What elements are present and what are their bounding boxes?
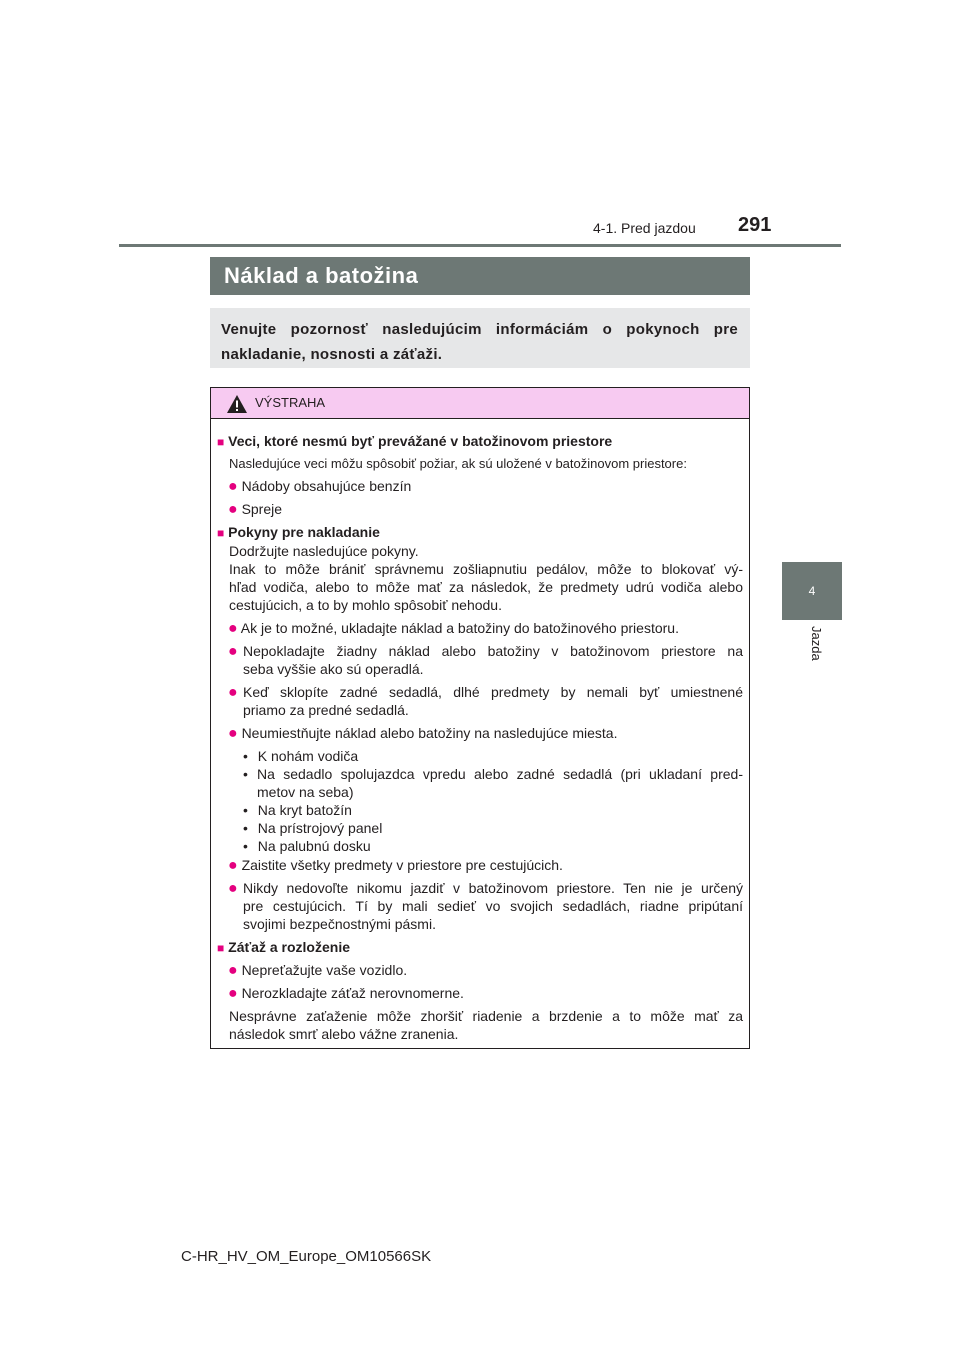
paragraph-line: Nesprávne zaťaženie môže zhoršiť riadenie a brzdenie a to môže mať za xyxy=(229,1008,743,1024)
list-item: ● Zaistite všetky predmety v priestore pre cestujúcich. xyxy=(228,857,563,874)
sub-bullet-icon: • xyxy=(243,838,248,854)
bullet-icon: ● xyxy=(228,643,238,660)
bullet-icon: ● xyxy=(228,478,238,495)
list-item: ● Nepreťažujte vaše vozidlo. xyxy=(228,962,408,979)
bullet-icon: ● xyxy=(228,880,238,897)
section-title-bar xyxy=(210,257,750,295)
sub-list-item: • Na kryt batožín xyxy=(243,802,352,818)
warning-header xyxy=(211,388,749,419)
list-item xyxy=(228,683,238,702)
square-bullet-icon: ■ xyxy=(217,435,225,449)
page-number: 291 xyxy=(738,214,772,236)
list-item-line: seba vyššie ako sú operadlá. xyxy=(243,661,424,677)
warning-label: VÝSTRAHA xyxy=(255,395,326,410)
chapter-tab: 4 xyxy=(782,562,842,620)
header-divider xyxy=(119,244,841,247)
chapter-tab-label: Jazda xyxy=(809,626,824,661)
list-item-line: Nepokladajte žiadny náklad alebo batožiny v batožinovom priestore na xyxy=(243,643,743,659)
paragraph-line: Inak to môže brániť správnemu zošliapnutiu pedálov, môže to blokovať vý- xyxy=(229,561,743,577)
bullet-icon: ● xyxy=(228,725,238,742)
list-item xyxy=(217,432,612,451)
warning-triangle-icon xyxy=(226,394,248,414)
list-item: ● Spreje xyxy=(228,501,283,518)
paragraph: Nasledujúce veci môžu spôsobiť požiar, ak sú uložené v batožinovom priestore: xyxy=(229,456,687,471)
subsection-heading: Veci, ktoré nesmú byť prevážané v batožinovom priestore xyxy=(228,433,613,449)
square-bullet-icon: ■ xyxy=(217,526,225,540)
sub-list-item-line: Na sedadlo spolujazdca vpredu alebo zadné sedadlá (pri ukladaní pred- xyxy=(257,766,743,782)
sub-bullet-icon: • xyxy=(243,748,248,764)
list-item: ● Neumiestňujte náklad alebo batožiny na nasledujúce miesta. xyxy=(228,725,618,742)
list-item-line: svojimi bezpečnostnými pásmi. xyxy=(243,916,436,932)
sub-list-item: • Na palubnú dosku xyxy=(243,838,371,854)
sub-list-item: • K nohám vodiča xyxy=(243,748,359,764)
sub-list-item-line: metov na seba) xyxy=(257,784,354,800)
subsection-heading: Pokyny pre nakladanie xyxy=(228,524,380,540)
bullet-icon: ● xyxy=(228,857,238,874)
paragraph-line: hľad vodiča, alebo to môže mať za následok, že predmety udrú vodiča alebo xyxy=(229,579,743,595)
sub-list-item: • Na prístrojový panel xyxy=(243,820,383,836)
sub-bullet-icon: • xyxy=(243,820,248,836)
list-item: ● Ak je to možné, ukladajte náklad a batožiny do batožinového priestoru. xyxy=(228,620,679,637)
paragraph-line: následok smrť alebo vážne zranenia. xyxy=(229,1026,459,1042)
list-item: ● Nádoby obsahujúce benzín xyxy=(228,478,412,495)
warning-box xyxy=(210,387,750,1049)
bullet-icon: ● xyxy=(228,962,238,979)
subsection-heading: Záťaž a rozloženie xyxy=(228,939,350,955)
list-item: ● Nerozkladajte záťaž nerovnomerne. xyxy=(228,985,464,1002)
footer-document-id: C-HR_HV_OM_Europe_OM10566SK xyxy=(181,1248,432,1265)
square-bullet-icon: ■ xyxy=(217,941,225,955)
list-item xyxy=(228,879,238,898)
intro-box: Venujte pozornosť nasledujúcim informáciám o pokynoch pre nakladanie, nosnosti a záťaži. xyxy=(210,308,750,368)
list-item xyxy=(217,938,350,957)
section-title: Náklad a batožina xyxy=(224,263,419,288)
header-section-title: 4-1. Pred jazdou xyxy=(593,220,696,236)
sub-bullet-icon: • xyxy=(243,802,248,818)
list-item-line: Keď sklopíte zadné sedadlá, dlhé predmety by nemali byť umiestnené xyxy=(243,684,743,700)
bullet-icon: ● xyxy=(228,985,238,1002)
list-item-line: priamo za predné sedadlá. xyxy=(243,702,409,718)
bullet-icon: ● xyxy=(228,501,238,518)
list-item xyxy=(217,523,380,542)
chapter-tab-label-wrap xyxy=(782,626,842,676)
sub-list-item xyxy=(243,765,248,783)
list-item-line: Nikdy nedovoľte nikomu jazdiť v batožinovom priestore. Ten nie je určený xyxy=(243,880,743,896)
list-item xyxy=(228,642,238,661)
bullet-icon: ● xyxy=(228,684,238,701)
bullet-icon: ● xyxy=(228,620,238,637)
sub-bullet-icon: • xyxy=(243,766,248,782)
paragraph-line: cestujúcich, a to by mohlo spôsobiť nehodu. xyxy=(229,597,502,613)
list-item-line: pre cestujúcich. Tí by mali sedieť vo svojich sedadlách, riadne pripútaní xyxy=(243,898,743,914)
paragraph: Dodržujte nasledujúce pokyny. xyxy=(229,543,419,559)
